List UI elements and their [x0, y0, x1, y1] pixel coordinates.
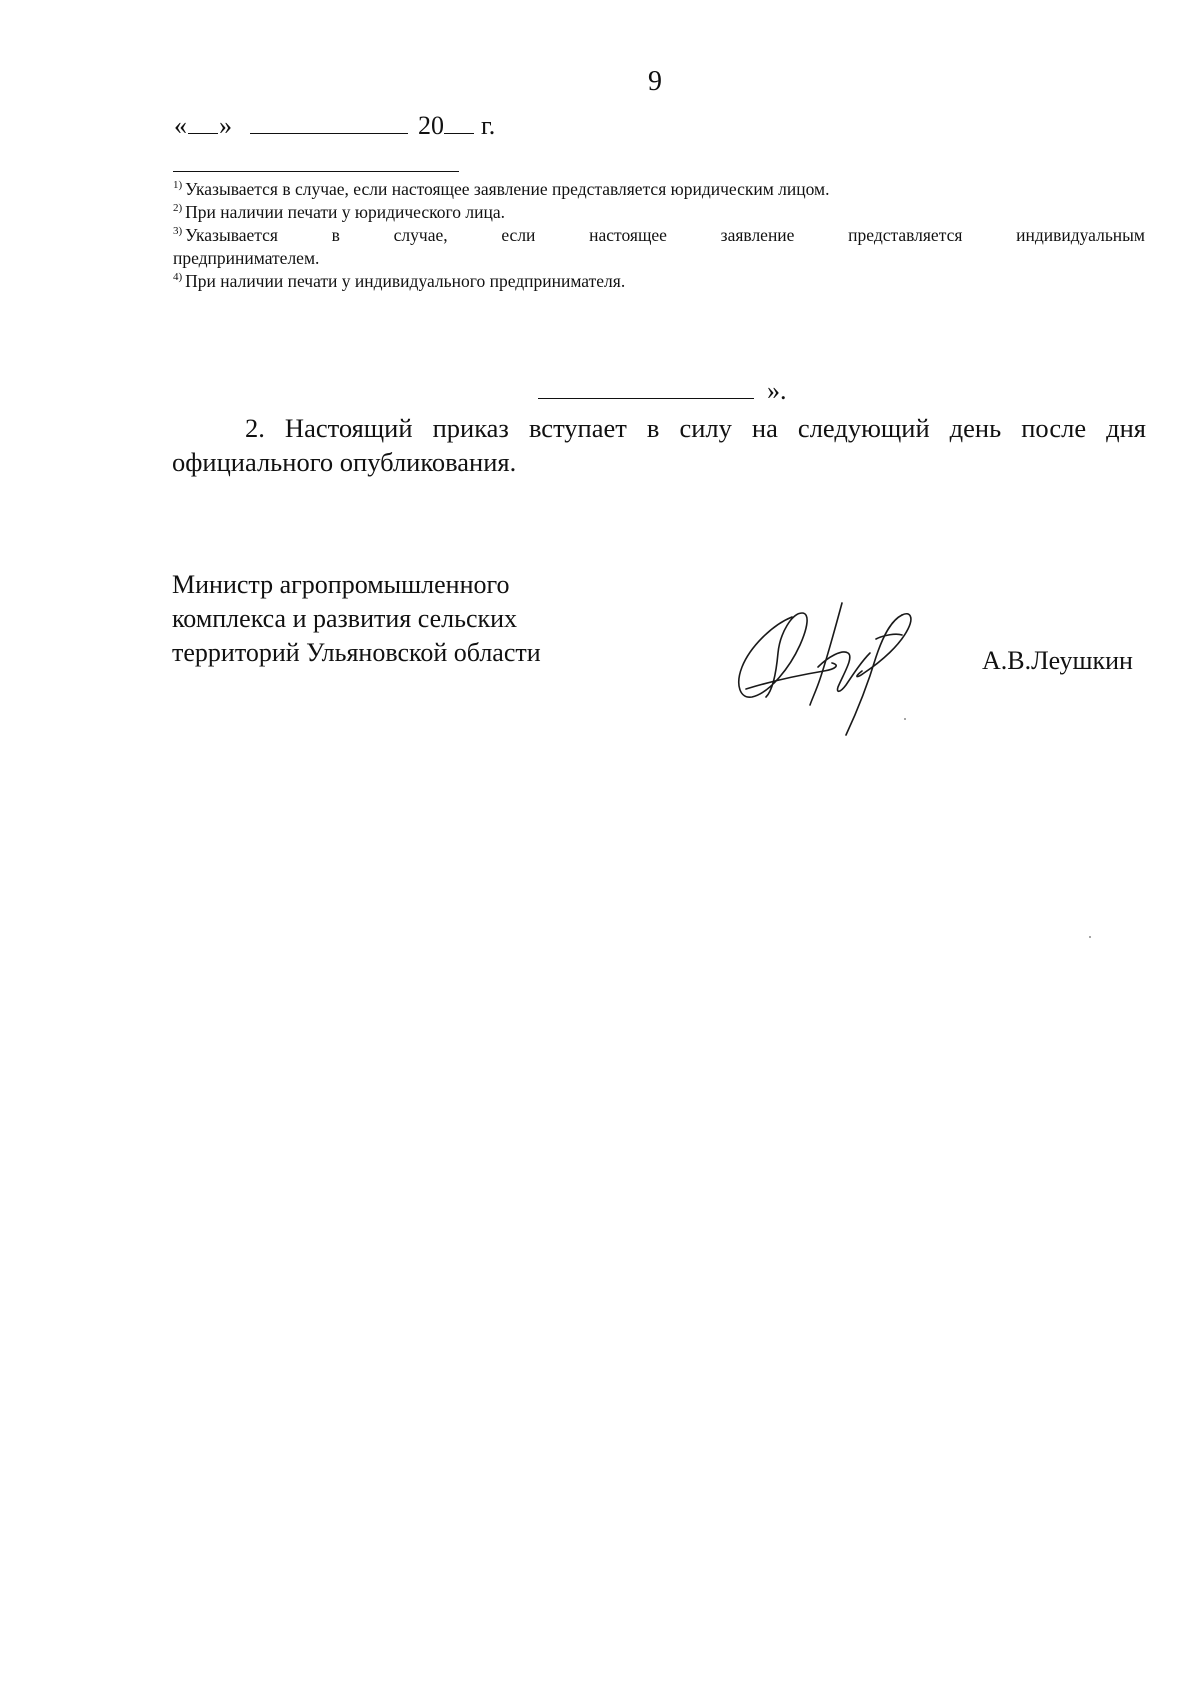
- footnote-marker: 3): [173, 225, 183, 237]
- year-blank: [444, 113, 474, 134]
- month-blank: [250, 113, 408, 134]
- handwritten-signature: [732, 595, 954, 745]
- footnote-3: [173, 224, 1145, 270]
- signatory-title-line: территорий Ульяновской области: [172, 638, 541, 667]
- footnote-text: При наличии печати у юридического лица.: [185, 202, 505, 222]
- footnote-marker: 1): [173, 179, 183, 191]
- signatory-title: [172, 568, 541, 670]
- footnote-2: [173, 201, 1145, 224]
- quoted-text-end: [538, 375, 787, 407]
- scan-speck: [1089, 936, 1091, 938]
- footnote-text: Указывается в случае, если настоящее заявление представляется индивидуальным: [185, 225, 1145, 245]
- fill-in-blank: [538, 378, 754, 399]
- signatory-title-line: комплекса и развития сельских: [172, 604, 518, 633]
- paragraph-2-line-1: 2. Настоящий приказ вступает в силу на следующий день после дня: [245, 413, 1146, 443]
- date-close-quote: »: [219, 111, 232, 140]
- footnote-first-line: [173, 224, 1145, 247]
- signatory-title-line: Министр агропромышленного: [172, 570, 510, 599]
- page-number: 9: [648, 66, 662, 97]
- signatory-name: А.В.Леушкин: [982, 646, 1133, 675]
- footnote-separator: [173, 171, 459, 172]
- footnote-marker: 2): [173, 202, 183, 214]
- footnote-text: Указывается в случае, если настоящее заявление представляется юридическим лицом.: [185, 179, 830, 199]
- scan-speck: [904, 718, 906, 720]
- footnote-4: [173, 270, 1145, 293]
- paragraph-2-line-2: официального опубликования.: [172, 447, 517, 477]
- day-blank: [188, 113, 218, 134]
- paragraph-2: [172, 411, 1146, 479]
- year-prefix: 20: [418, 111, 444, 140]
- date-open-quote: «: [174, 111, 187, 140]
- footnote-text-continuation: предпринимателем.: [173, 248, 320, 268]
- footnote-text: При наличии печати у индивидуального предпринимателя.: [185, 271, 626, 291]
- year-suffix: г.: [481, 111, 496, 140]
- footnote-marker: 4): [173, 271, 183, 283]
- closing-quote: ».: [767, 376, 787, 405]
- date-line: [174, 110, 495, 142]
- footnotes: [173, 178, 1145, 293]
- footnote-1: [173, 178, 1145, 201]
